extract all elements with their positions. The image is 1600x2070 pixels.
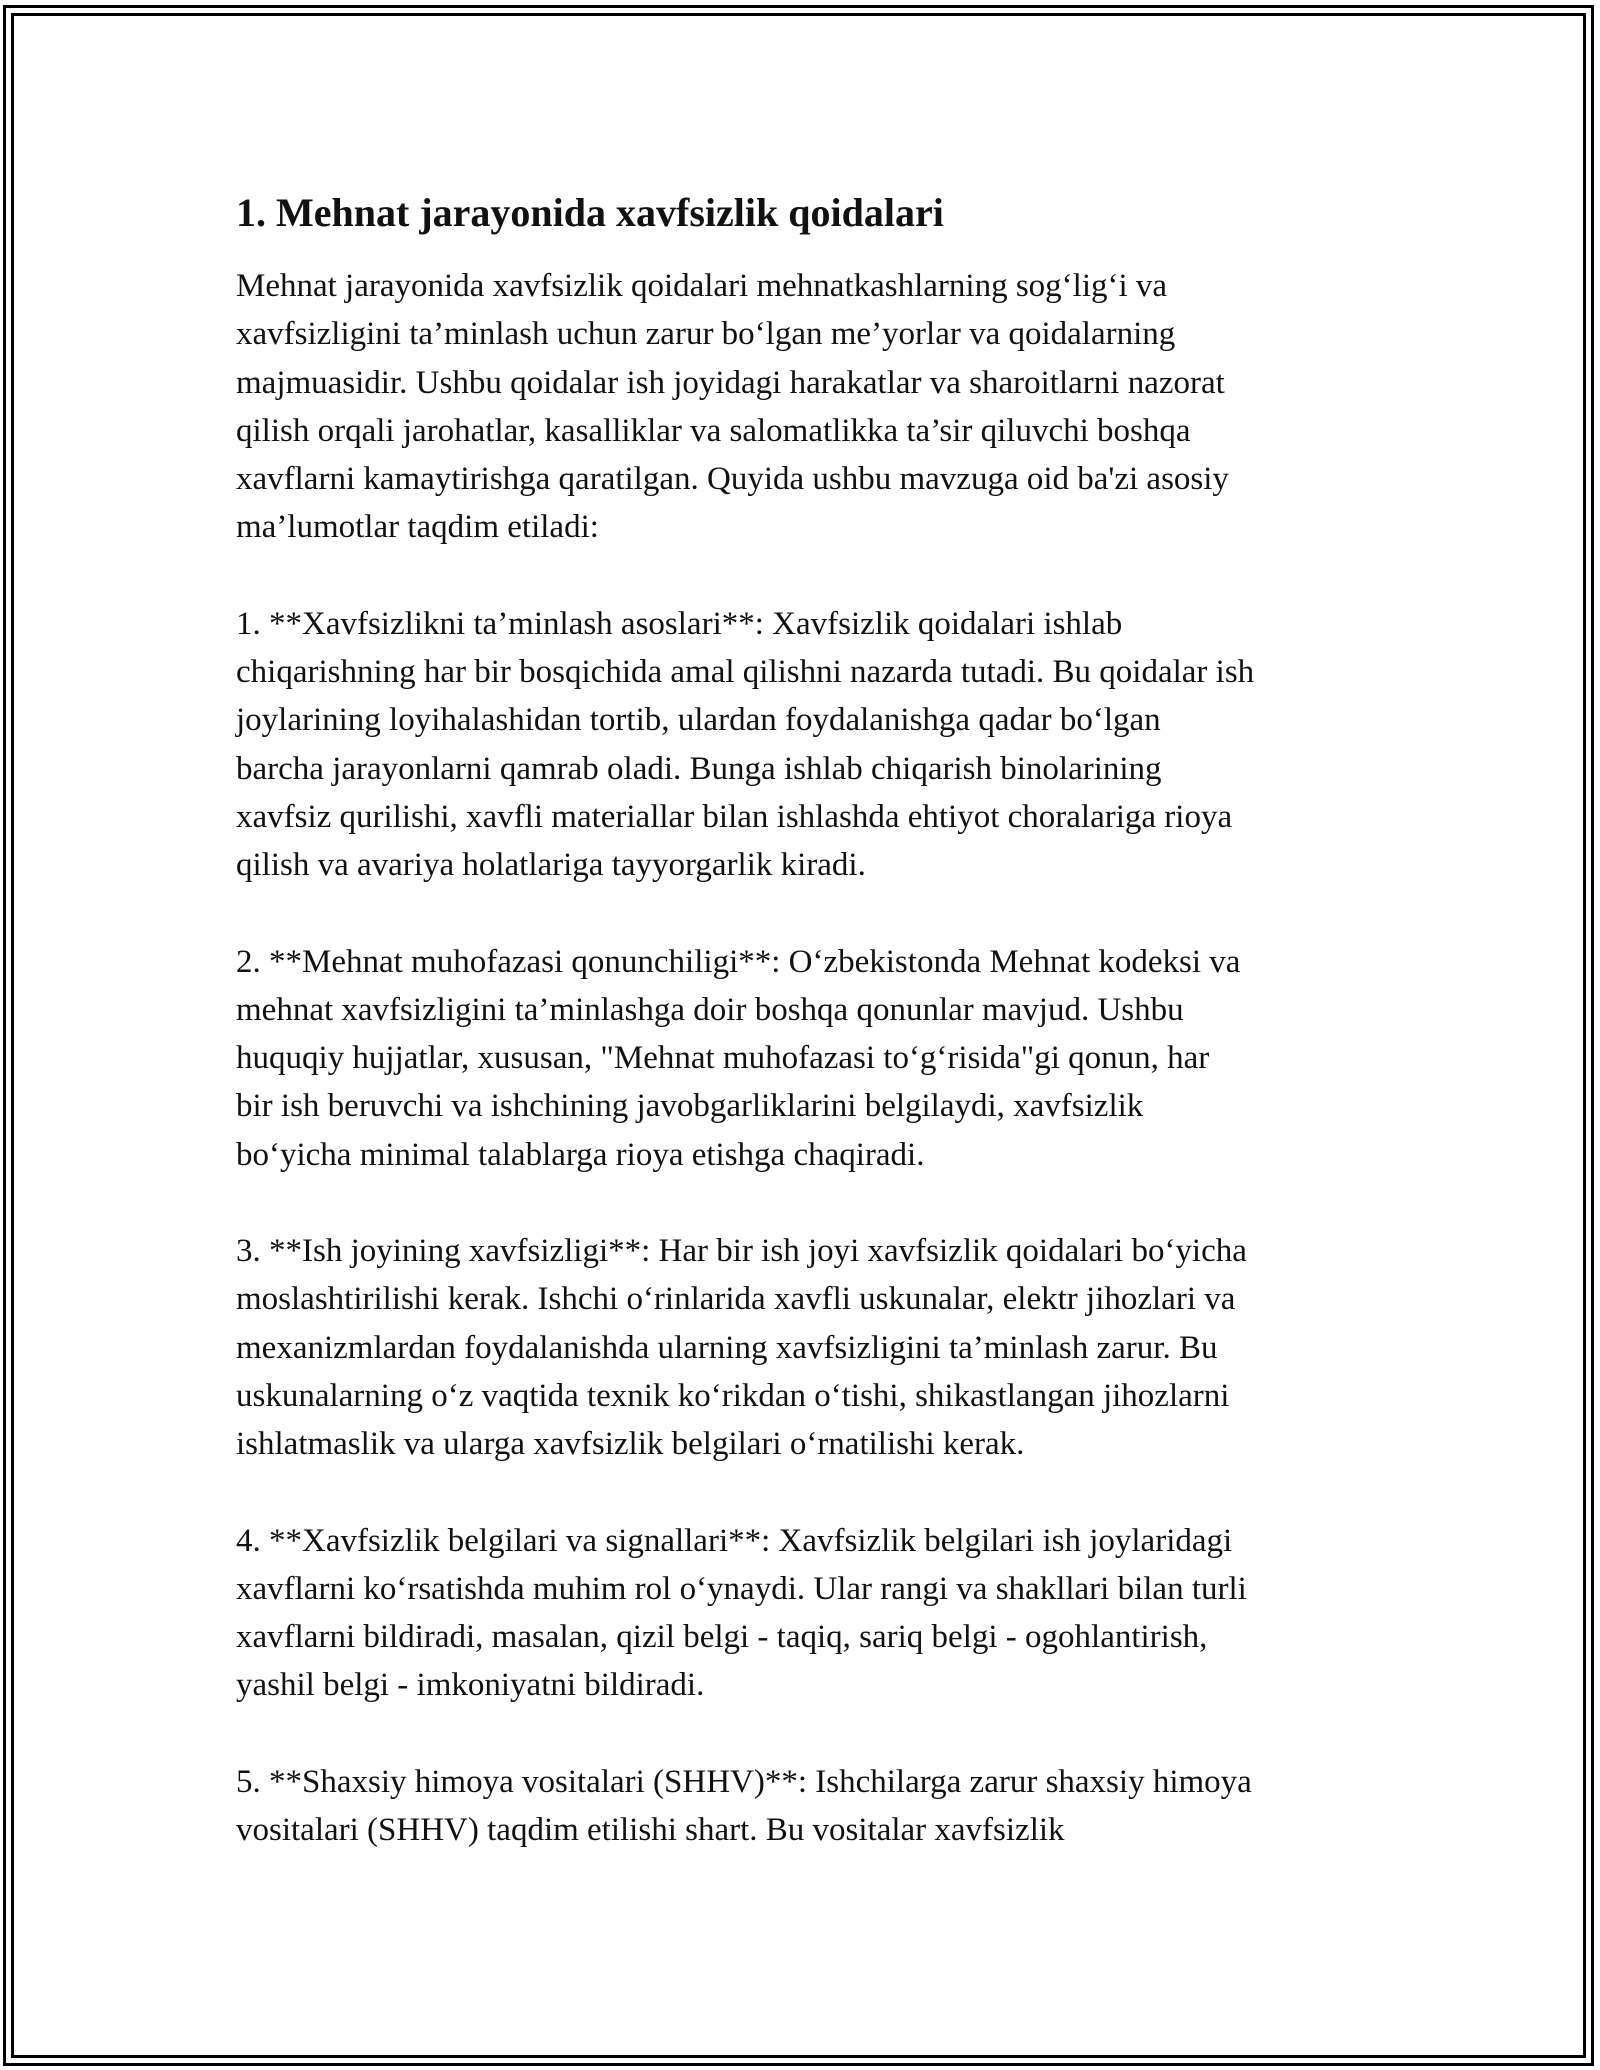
paragraph-safety-basics: 1. **Xavfsizlikni ta’minlash asoslari**: Xavfsizlik qoidalari ishlab chiqarishning har bir bosqichida amal qilishni nazarda tutadi. Bu qoidalar ish joylarining loyihalashidan tortib, ulardan foydalanishga qadar bo‘lgan barcha jarayonlarni qamrab oladi. Bunga ishlab chiqarish binolarining xavfsiz qurilishi, xavfli materiallar bilan ishlashda ehtiyot choralariga rioya qilish va avariya holatlariga tayyorgarlik kiradi. [236, 605, 1255, 884]
intro-paragraph: Mehnat jarayonida xavfsizlik qoidalari mehnatkashlarning sog‘lig‘i va xavfsizligini ta’minlash uchun zarur bo‘lgan me’yorlar va qoidalarning majmuasidir. Ushbu qoidalar ish joyidagi harakatlar va sharoitlarni nazorat qilish orqali jarohatlar, kasalliklar va salomatlikka ta’sir qiluvchi boshqa xavflarni kamaytirishga qaratilgan. Quyida ushbu mavzuga oid ba'zi asosiy ma’lumotlar taqdim etiladi: [236, 268, 1229, 546]
paragraph-safety-signs: 4. **Xavfsizlik belgilari va signallari**: Xavfsizlik belgilari ish joylaridagi xavflarni ko‘rsatishda muhim rol o‘ynaydi. Ular rangi va shakllari bilan turli xavflarni bildiradi, masalan, qizil belgi - taqiq, sariq belgi - ogohlantirish, yashil belgi - imkoniyatni bildiradi. [236, 1522, 1247, 1704]
document-body [236, 186, 1386, 1902]
section-heading: 1. Mehnat jarayonida xavfsizlik qoidalari [236, 190, 944, 235]
paragraph-workplace-safety: 3. **Ish joyining xavfsizligi**: Har bir ish joyi xavfsizlik qoidalari bo‘yicha moslashtirilishi kerak. Ishchi o‘rinlarida xavfli uskunalar, elektr jihozlari va mexanizmlardan foydalanishda ularning xavfsizligini ta’minlash zarur. Bu uskunalarning o‘z vaqtida texnik ko‘rikdan o‘tishi, shikastlangan jihozlarni ishlatmaslik va ularga xavfsizlik belgilari o‘rnatilishi kerak. [236, 1233, 1247, 1463]
paragraph-labor-legislation: 2. **Mehnat muhofazasi qonunchiligi**: O‘zbekistonda Mehnat kodeksi va mehnat xavfsizligini ta’minlashga doir boshqa qonunlar mavjud. Ushbu huquqiy hujjatlar, xususan, "Mehnat muhofazasi to‘g‘risida"gi qonun, har bir ish beruvchi va ishchining javobgarliklarini belgilaydi, xavfsizlik bo‘yicha minimal talablarga rioya etishga chaqiradi. [236, 943, 1241, 1173]
paragraph-ppe: 5. **Shaxsiy himoya vositalari (SHHV)**: Ishchilarga zarur shaxsiy himoya vositalari (SHHV) taqdim etilishi shart. Bu vositalar xavfsizlik [236, 1763, 1252, 1849]
